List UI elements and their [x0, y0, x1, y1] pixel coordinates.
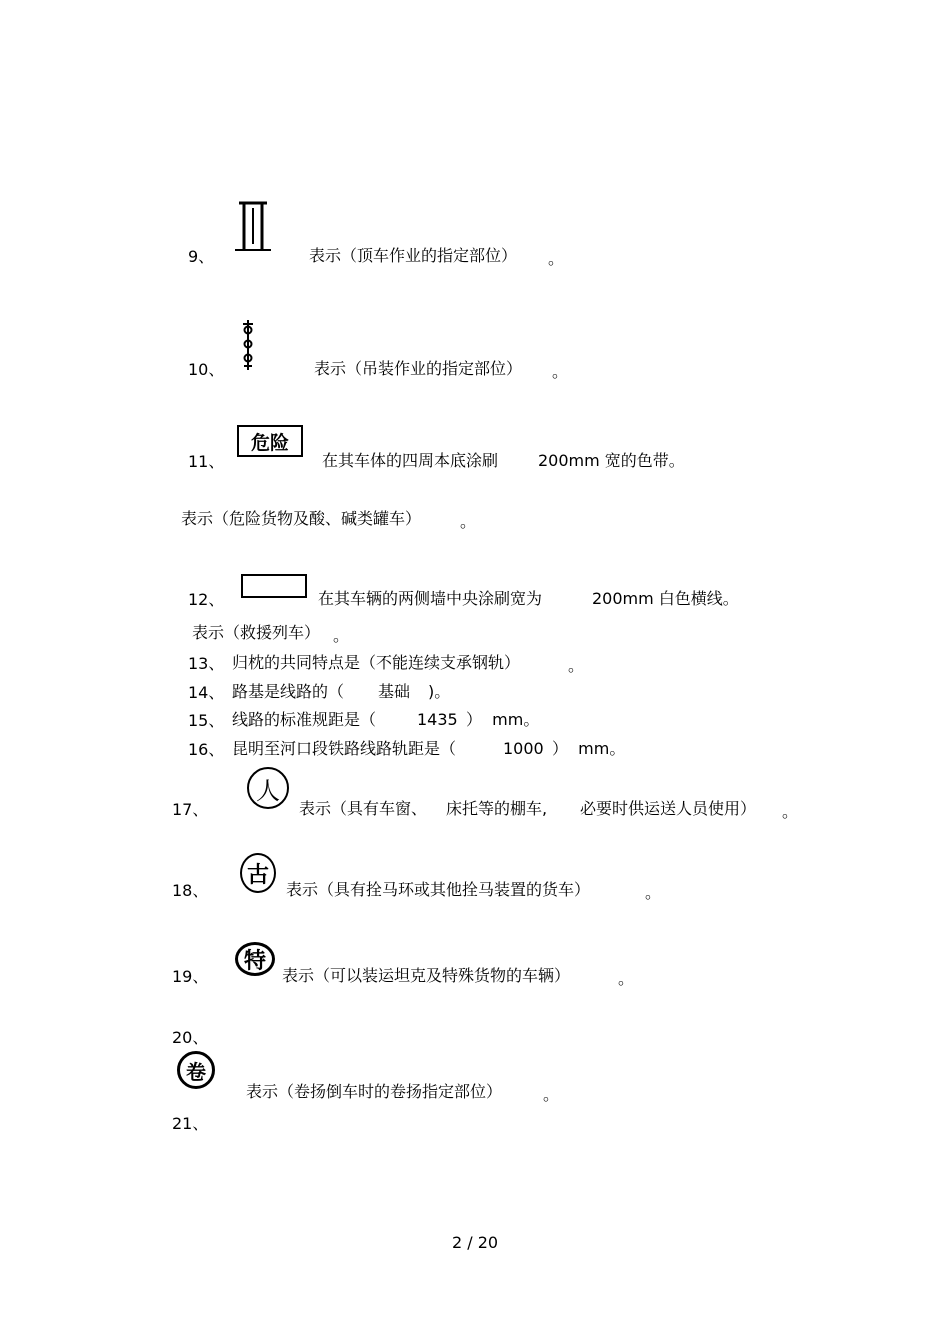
item-18-text: 表示（具有拴马环或其他拴马装置的货车）	[286, 880, 591, 899]
item-17-text: 表示（具有车窗、	[299, 799, 428, 818]
item-12-text: 在其车辆的两侧墙中央涂刷宽为	[318, 589, 543, 608]
item-20-text: 表示（卷扬倒车时的卷扬指定部位）	[246, 1082, 503, 1101]
item-11-end: 。	[460, 512, 477, 531]
horse-wagon-symbol	[240, 853, 276, 893]
item-15-number: 15、	[188, 711, 225, 730]
item-17-text2: 床托等的棚车,	[446, 799, 548, 818]
item-12-value: 200mm 白色横线。	[592, 589, 739, 608]
passenger-wagon-symbol	[247, 767, 289, 809]
jack-point-symbol	[233, 200, 273, 258]
item-9-number: 9、	[188, 247, 215, 266]
item-9-end: 。	[548, 249, 565, 268]
item-15-tail: ） mm。	[466, 710, 540, 729]
hoist-point-symbol	[238, 318, 258, 372]
winch-point-symbol-text: 卷	[186, 1059, 206, 1084]
item-14-number: 14、	[188, 683, 225, 702]
item-11-value: 200mm 宽的色带。	[538, 451, 685, 470]
special-cargo-symbol-text: 特	[243, 948, 266, 974]
item-19-end: 。	[618, 969, 635, 988]
item-18-number: 18、	[172, 881, 209, 900]
item-17-end: 。	[782, 802, 799, 821]
item-13-number: 13、	[188, 654, 225, 673]
danger-symbol	[237, 425, 303, 457]
item-17-text3: 必要时供运送人员使用）	[580, 799, 757, 818]
horse-wagon-symbol-text: 古	[246, 862, 269, 888]
item-10-number: 10、	[188, 360, 225, 379]
item-19-text: 表示（可以装运坦克及特殊货物的车辆）	[282, 966, 571, 985]
item-16-text: 昆明至河口段铁路线路轨距是（	[232, 739, 457, 758]
item-13-text: 归枕的共同特点是（不能连续支承钢轨）	[232, 653, 521, 672]
item-21-number: 21、	[172, 1114, 209, 1133]
item-10-end: 。	[552, 362, 569, 381]
special-cargo-symbol	[235, 942, 275, 976]
item-20-number: 20、	[172, 1028, 209, 1047]
item-14-tail: )。	[428, 682, 451, 701]
item-16-value: 1000	[503, 739, 544, 758]
item-16-number: 16、	[188, 740, 225, 759]
item-14-value: 基础	[378, 682, 411, 701]
item-14-text: 路基是线路的（	[232, 682, 345, 701]
item-12-end: 。	[333, 626, 350, 645]
passenger-wagon-symbol-text: 人	[256, 776, 280, 805]
item-9-text: 表示（顶车作业的指定部位）	[309, 246, 518, 265]
item-11-answer: 表示（危险货物及酸、碱类罐车）	[181, 509, 422, 528]
item-15-text: 线路的标准规距是（	[232, 710, 377, 729]
item-12-answer: 表示（救援列车）	[192, 623, 321, 642]
item-19-number: 19、	[172, 967, 209, 986]
item-11-text: 在其车体的四周本底涂刷	[322, 451, 499, 470]
winch-point-symbol	[177, 1051, 215, 1089]
item-20-end: 。	[543, 1085, 560, 1104]
page-number: 2 / 20	[452, 1233, 499, 1252]
item-11-number: 11、	[188, 452, 225, 471]
item-12-number: 12、	[188, 590, 225, 609]
item-10-text: 表示（吊装作业的指定部位）	[314, 359, 523, 378]
danger-symbol-text: 危险	[250, 431, 289, 454]
rescue-train-symbol	[241, 574, 307, 598]
item-17-number: 17、	[172, 800, 209, 819]
item-15-value: 1435	[417, 710, 458, 729]
item-13-end: 。	[568, 656, 585, 675]
item-16-tail: ） mm。	[552, 739, 626, 758]
item-18-end: 。	[645, 883, 662, 902]
